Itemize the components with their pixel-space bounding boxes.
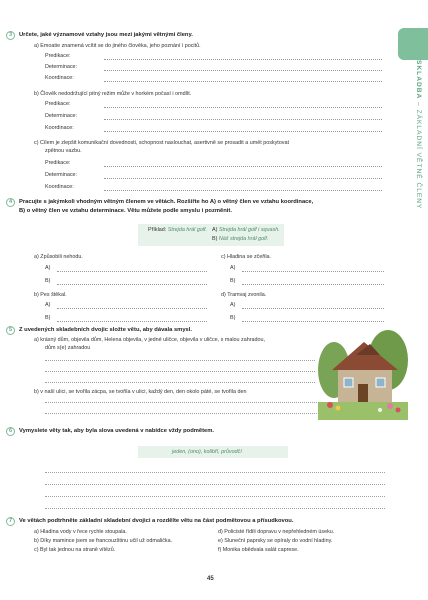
label-predikace: Predikace: <box>45 53 71 59</box>
answer-line[interactable] <box>45 360 315 361</box>
label-determinace: Determinace: <box>45 172 78 178</box>
answer-line[interactable] <box>104 81 382 82</box>
flower <box>336 406 341 411</box>
answer-line[interactable] <box>45 371 315 372</box>
label-predikace: Predikace: <box>45 101 71 107</box>
task-5-pairs-a-line2: dům s(e) zahradou <box>45 345 91 351</box>
answer-line[interactable] <box>104 166 382 167</box>
label-determinace: Determinace: <box>45 113 78 119</box>
label-koordinace: Koordinace: <box>45 125 74 131</box>
task-4-sentence-c: c) Hladina se zčeřila. <box>221 254 272 260</box>
answer-line[interactable] <box>104 59 382 60</box>
word-offer-text: jeden, (ono), kolibří, průvodčí <box>172 449 242 455</box>
label-koordinace: Koordinace: <box>45 75 74 81</box>
task-3-instruction: Určete, jaké významové vztahy jsou mezi jakými větnými členy. <box>19 32 193 38</box>
flower <box>396 408 401 413</box>
answer-line[interactable] <box>57 284 207 285</box>
chapter-tab <box>398 28 428 60</box>
answer-line[interactable] <box>104 107 382 108</box>
answer-line[interactable] <box>57 321 207 322</box>
option-A-label: A) <box>45 265 51 271</box>
label-determinace: Determinace: <box>45 64 78 70</box>
task-number-3: 3 <box>6 31 15 40</box>
answer-line[interactable] <box>45 382 315 383</box>
task-5-pairs-b: b) v naší ulici, se tvořila zácpa, se tvořila v ulici, každý den, den okolo páté, se tvořila den <box>34 389 247 395</box>
task-number-5: 5 <box>6 326 15 335</box>
chapter-title-rest: – ZÁKLADNÍ VĚTNÉ ČLENY <box>415 99 422 210</box>
answer-line[interactable] <box>45 508 385 509</box>
task-number-7: 7 <box>6 517 15 526</box>
task-7-sentence-a: a) Hladina vody v řece rychle stoupala. <box>34 529 127 535</box>
flower <box>387 403 393 409</box>
task-4-instruction-line2: B) o větný člen ve vztahu determinace. Větu můžete podle smyslu i pozměnit. <box>19 208 232 214</box>
flower <box>378 408 382 412</box>
option-A-label: A) <box>45 302 51 308</box>
task-7-sentence-c: c) Byl tak jednou na straně vítězů. <box>34 547 116 553</box>
example-sentence <box>148 227 207 234</box>
example-a-text: Strejda hrál golf i squash. <box>218 227 280 233</box>
cottage-window <box>344 378 353 387</box>
example-text: Strejda hrál golf. <box>167 227 208 233</box>
option-A-label: A) <box>230 302 236 308</box>
answer-line[interactable] <box>104 190 382 191</box>
option-B-label: B) <box>45 315 51 321</box>
task-4-sentence-d: d) Tramvaj zvonila. <box>221 292 267 298</box>
task-4-sentence-b: b) Pes štěkal. <box>34 292 67 298</box>
task-3-sentence-b: b) Člověk nedodržující pitný režim může v horkém počasí i omdlít. <box>34 91 192 97</box>
answer-line[interactable] <box>104 119 382 120</box>
task-5-pairs-a-line1: a) krásný dům, objevila dům, Helena objevila, v jedné uličce, objevila v uličce, s malou zahradou, <box>34 337 266 343</box>
task-4-instruction-line1: Pracujte s jakýmkoli vhodným větným členem ve větách. Rozšiřte ho A) o větný člen ve vztahu koordinace, <box>19 199 314 205</box>
chapter-title-bold: SKLADBA <box>415 60 422 100</box>
answer-line[interactable] <box>57 308 207 309</box>
cottage-illustration <box>318 320 408 420</box>
answer-line[interactable] <box>104 70 382 71</box>
task-7-sentence-f: f) Monika obědvala salát caprese. <box>218 547 299 553</box>
task-7-sentence-e: e) Sluneční paprsky se opíraly do vodní hladiny. <box>218 538 333 544</box>
task-3-sentence-c-line1: c) Cílem je zlepšit komunikační dovednosti, schopnost naslouchat, asertivně se prosadit a umět poskytovat <box>34 140 289 146</box>
task-7-sentence-d: d) Policisté řídili dopravu v nepřehledném úseku. <box>218 529 335 535</box>
option-B-label: B) <box>230 278 236 284</box>
task-7-sentence-b: b) Díky mamince jsem se francouzštinu učil už odmalička. <box>34 538 173 544</box>
task-number-4: 4 <box>6 198 15 207</box>
option-B-label: B) <box>45 278 51 284</box>
cottage-window <box>376 378 385 387</box>
answer-line[interactable] <box>104 178 382 179</box>
task-4-sentence-a: a) Způsobili nehodu. <box>34 254 83 260</box>
example-label: Příklad: <box>148 227 168 233</box>
answer-line[interactable] <box>242 308 384 309</box>
example-b-prefix: B) <box>212 236 219 242</box>
page-number: 45 <box>207 576 214 582</box>
answer-line[interactable] <box>57 271 207 272</box>
cottage-door <box>358 384 368 405</box>
example-a-prefix: A) <box>212 227 219 233</box>
task-5-instruction: Z uvedených skladebních dvojic složte větu, aby dávala smysl. <box>19 327 193 333</box>
chapter-side-title <box>402 60 422 220</box>
answer-line[interactable] <box>242 284 384 285</box>
label-koordinace: Koordinace: <box>45 184 74 190</box>
answer-line[interactable] <box>45 472 385 473</box>
task-number-6: 6 <box>6 427 15 436</box>
flower <box>327 402 333 408</box>
option-A-label: A) <box>230 265 236 271</box>
example-b <box>212 236 268 243</box>
answer-line[interactable] <box>45 496 385 497</box>
answer-line[interactable] <box>45 484 385 485</box>
option-B-label: B) <box>230 315 236 321</box>
example-b-text: Náš strejda hrál golf. <box>218 236 269 242</box>
task-6-instruction: Vymyslete věty tak, aby byla slova uvedená v nabídce vždy podmětem. <box>19 428 215 434</box>
answer-line[interactable] <box>104 131 382 132</box>
task-3-sentence-a: a) Emoatie znamená vcítit se do jiného člověka, jeho poznání i pocitů. <box>34 43 201 49</box>
task-7-instruction: Ve větách podtrhněte základní skladební dvojici a rozdělte větu na část podmětovou a přísudkovou. <box>19 518 294 524</box>
label-predikace: Predikace: <box>45 160 71 166</box>
example-a <box>212 227 280 234</box>
task-3-sentence-c-line2: zpětnou vazbu. <box>45 148 82 154</box>
answer-line[interactable] <box>242 271 384 272</box>
